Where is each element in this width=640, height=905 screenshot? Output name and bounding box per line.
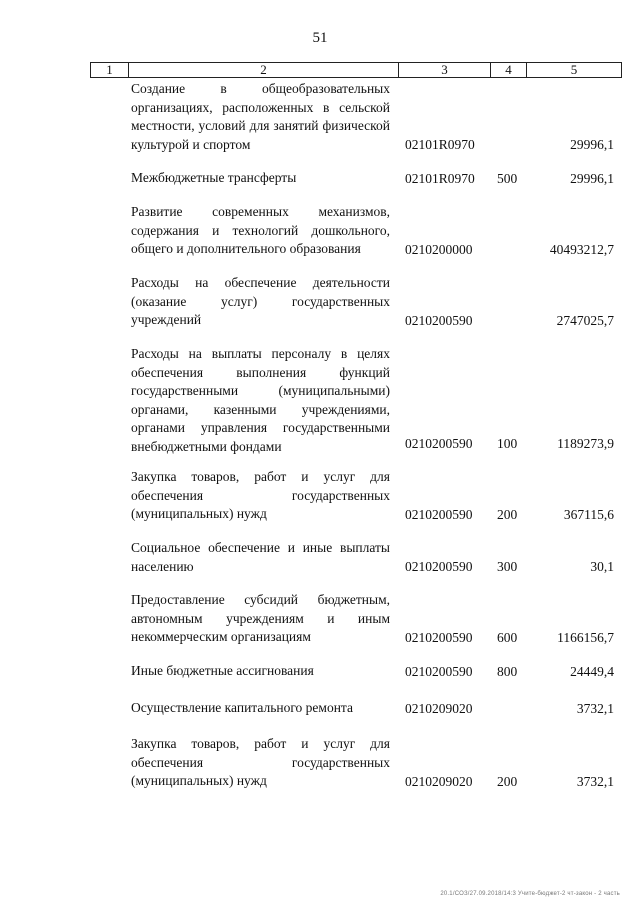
row-name: Закупка товаров, работ и услуг для обеспечения государственных (муниципальных) нужд	[131, 469, 390, 521]
row-type: 600	[497, 629, 518, 645]
row-type: 800	[497, 663, 518, 679]
table-row	[0, 468, 640, 524]
column-header-4: 4	[491, 63, 527, 77]
row-code: 0210200590	[405, 629, 473, 645]
row-type: 500	[497, 170, 518, 186]
row-name: Развитие современных механизмов, содержания и технологий дошкольного, общего и дополнительного образования	[131, 204, 390, 256]
table-row	[0, 591, 640, 647]
column-header-2: 2	[129, 63, 399, 77]
row-name: Создание в общеобразовательных организациях, расположенных в сельской местности, условий для занятий физической культурой и спортом	[131, 81, 390, 152]
row-amount: 40493212,7	[549, 241, 614, 257]
row-amount: 367115,6	[563, 506, 614, 522]
row-code: 0210200590	[405, 312, 473, 328]
row-amount: 24449,4	[570, 663, 614, 679]
row-type: 100	[497, 435, 518, 451]
table-row	[0, 539, 640, 576]
table-row	[0, 662, 640, 681]
row-amount: 3732,1	[576, 773, 614, 789]
row-code: 0210200590	[405, 663, 473, 679]
row-code: 02101R0970	[405, 136, 475, 152]
table-row	[0, 80, 640, 154]
row-code: 0210200000	[405, 241, 473, 257]
row-type: 200	[497, 773, 518, 789]
row-name: Иные бюджетные ассигнования	[131, 663, 314, 678]
row-name: Расходы на выплаты персоналу в целях обеспечения выполнения функций государственными (муниципальными) органами, казенными учреждениями, органами управления государственными внебюджетными фондами	[131, 346, 390, 454]
row-name: Осуществление капитального ремонта	[131, 700, 353, 715]
row-name: Расходы на обеспечение деятельности (оказание услуг) государственных учреждений	[131, 275, 390, 327]
column-header-1: 1	[91, 63, 129, 77]
row-name: Предоставление субсидий бюджетным, автономным учреждениям и иным некоммерческим организациям	[131, 592, 390, 644]
row-amount: 1189273,9	[557, 435, 614, 451]
table-row	[0, 274, 640, 330]
row-code: 0210200590	[405, 435, 473, 451]
row-amount: 3732,1	[576, 700, 614, 716]
column-header-3: 3	[399, 63, 491, 77]
table-row	[0, 345, 640, 453]
row-amount: 2747025,7	[556, 312, 614, 328]
row-code: 02101R0970	[405, 170, 475, 186]
table-row	[0, 169, 640, 188]
row-name: Закупка товаров, работ и услуг для обеспечения государственных (муниципальных) нужд	[131, 736, 390, 788]
table-row	[0, 699, 640, 718]
page-number: 51	[312, 30, 328, 46]
row-code: 0210209020	[405, 700, 473, 716]
row-name: Социальное обеспечение и иные выплаты населению	[131, 540, 390, 574]
row-type: 300	[497, 558, 518, 574]
row-code: 0210200590	[405, 506, 473, 522]
row-amount: 29996,1	[570, 170, 614, 186]
row-name: Межбюджетные трансферты	[131, 170, 297, 185]
row-code: 0210209020	[405, 773, 473, 789]
row-code: 0210200590	[405, 558, 473, 574]
row-amount: 29996,1	[570, 136, 614, 152]
table-row	[0, 203, 640, 259]
row-type: 200	[497, 506, 518, 522]
row-amount: 1166156,7	[557, 629, 614, 645]
table-row	[0, 735, 640, 791]
row-amount: 30,1	[590, 558, 614, 574]
footer-stamp: 20.1/СОЗ/27.09.2018/14:3 Учите-бюджет-2 чт-закон - 2 часть	[440, 891, 620, 897]
column-header-row	[90, 62, 622, 78]
column-header-5: 5	[570, 62, 578, 77]
